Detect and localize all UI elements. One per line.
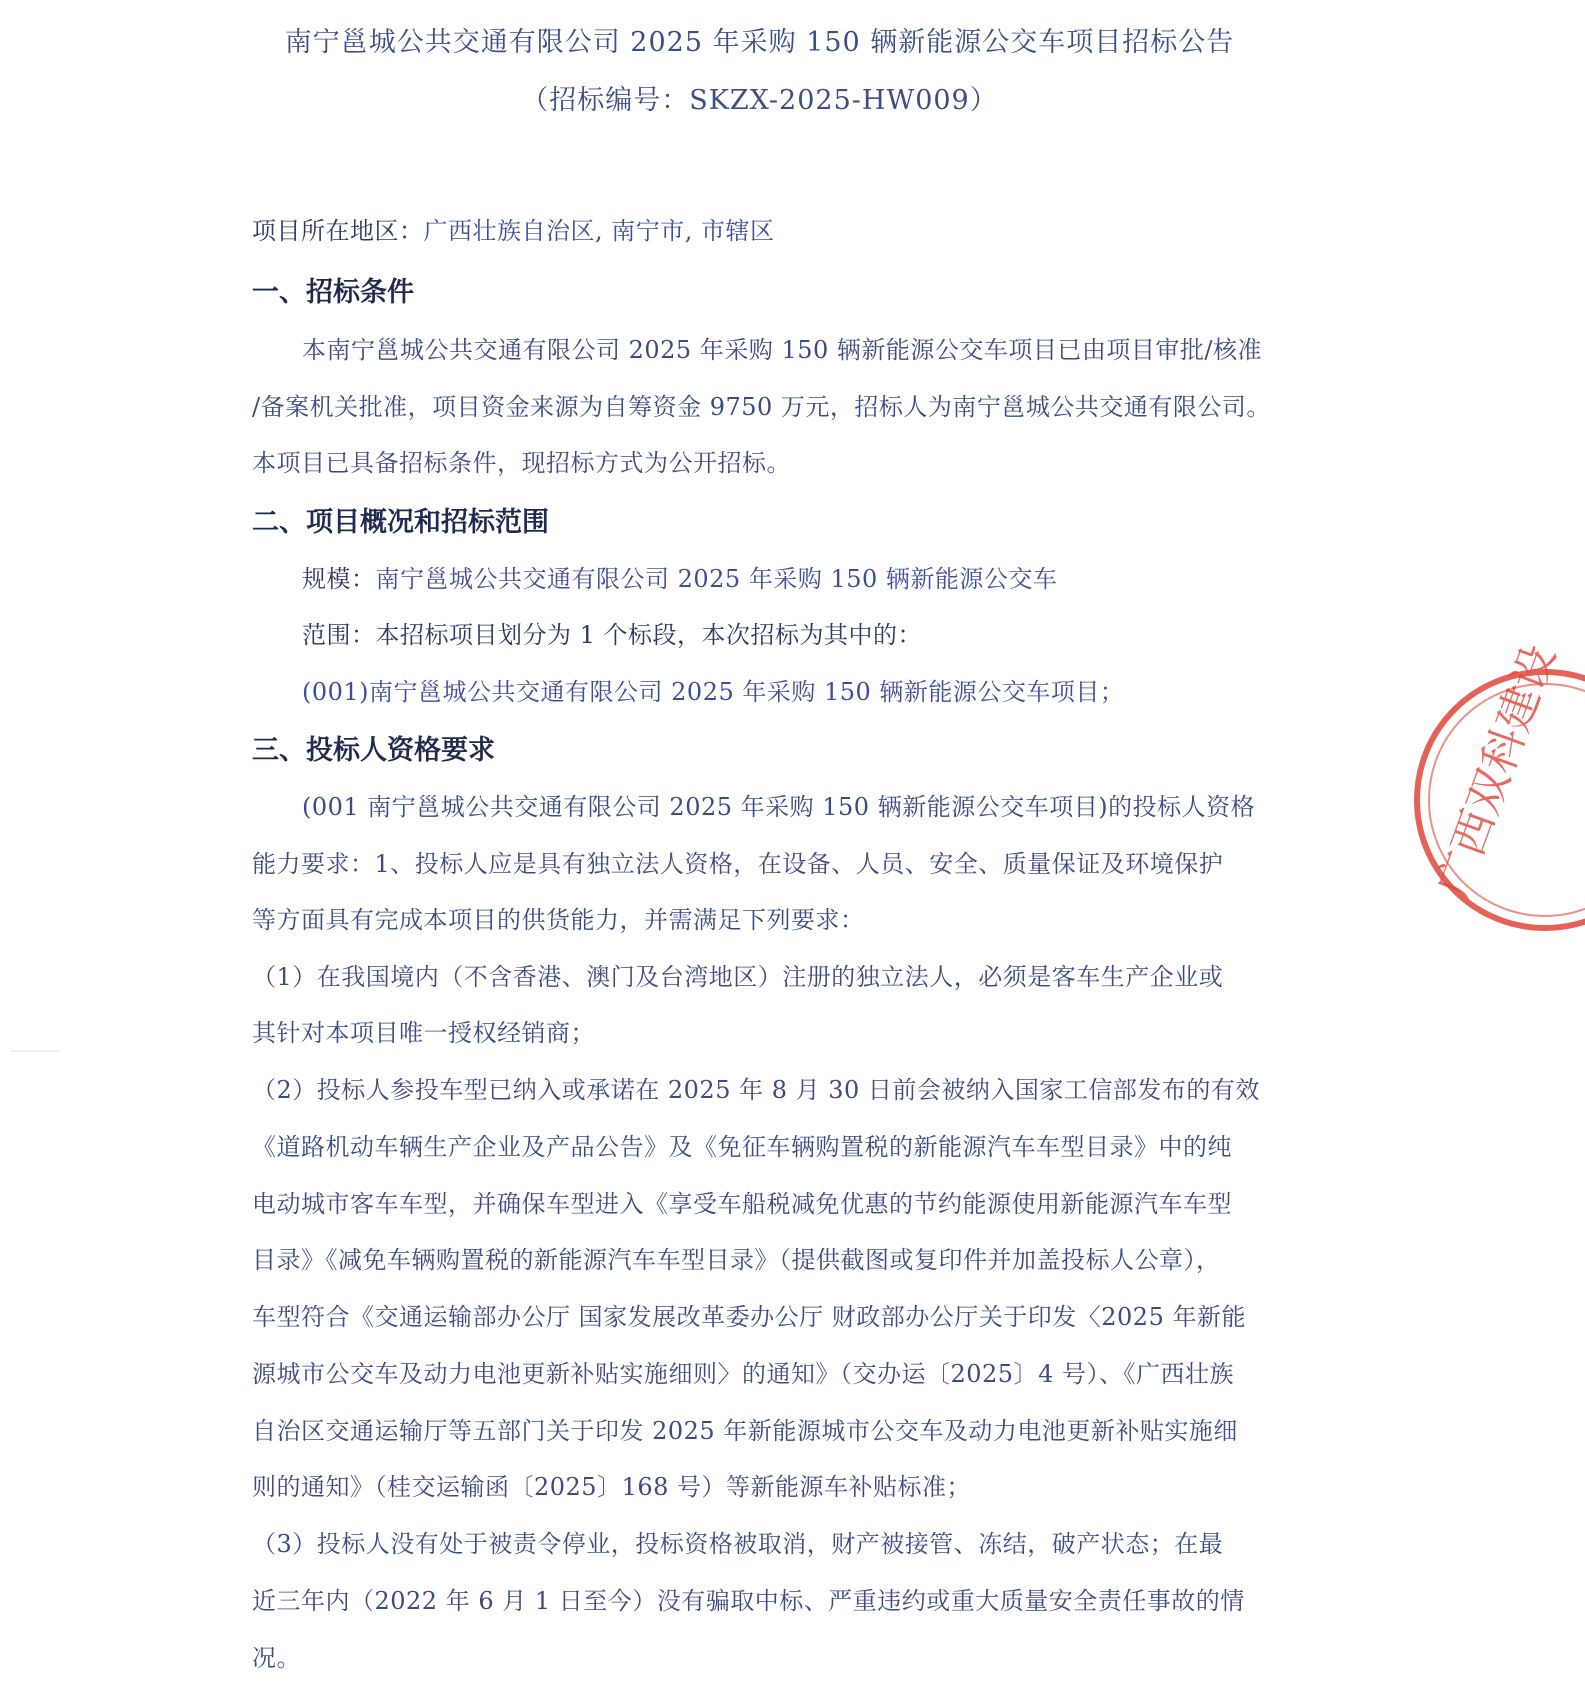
section-1-line: 本南宁邕城公共交通有限公司 2025 年采购 150 辆新能源公交车项目已由项目审批/核准 [302, 336, 1262, 364]
range-line: 范围：本招标项目划分为 1 个标段，本次招标为其中的： [302, 621, 923, 649]
scale-line [302, 562, 1312, 596]
section-3-line: 况。 [252, 1644, 301, 1672]
section-3-line: （1）在我国境内（不含香港、澳门及台湾地区）注册的独立法人，必须是客车生产企业或 [252, 963, 1224, 991]
section-3-line: 目录》《减免车辆购置税的新能源汽车车型目录》（提供截图或复印件并加盖投标人公章）， [252, 1246, 1221, 1274]
section-1-line: /备案机关批准，项目资金来源为自筹资金 9750 万元，招标人为南宁邕城公共交通有限公司。 [252, 393, 1271, 421]
section-3-heading: 三、投标人资格要求 [252, 735, 495, 766]
seal-lettering: 广西双科建设 [1427, 638, 1566, 904]
section-3-line: (001 南宁邕城公共交通有限公司 2025 年采购 150 辆新能源公交车项目)的投标人资格 [302, 793, 1256, 821]
document-title: 南宁邕城公共交通有限公司 2025 年采购 150 辆新能源公交车项目招标公告 [284, 27, 1235, 58]
region-value: 广西壮族自治区, 南宁市, 市辖区 [423, 217, 775, 245]
section-3-line: 自治区交通运输厅等五部门关于印发 2025 年新能源城市公交车及动力电池更新补贴实施细 [252, 1417, 1238, 1445]
scale-label: 规模： [302, 565, 376, 593]
section-3-line: 源城市公交车及动力电池更新补贴实施细则〉的通知》（交办运〔2025〕4 号）、《广西壮族 [252, 1360, 1234, 1388]
lot-line: (001)南宁邕城公共交通有限公司 2025 年采购 150 辆新能源公交车项目； [302, 678, 1125, 706]
section-2-heading: 二、项目概况和招标范围 [252, 507, 549, 538]
section-3-line: 能力要求：1、投标人应是具有独立法人资格，在设备、人员、安全、质量保证及环境保护 [252, 850, 1224, 878]
scan-artifact [10, 1050, 60, 1052]
section-3-line: 其针对本项目唯一授权经销商； [252, 1019, 595, 1047]
section-3-line: 车型符合《交通运输部办公厅 国家发展改革委办公厅 财政部办公厅关于印发〈2025 年新能 [252, 1303, 1246, 1331]
section-1-heading: 一、招标条件 [252, 277, 414, 308]
region-label: 项目所在地区： [252, 217, 424, 245]
region-line [252, 214, 1262, 248]
section-3-line: （2）投标人参投车型已纳入或承诺在 2025 年 8 月 30 日前会被纳入国家工信部发布的有效 [252, 1076, 1260, 1104]
section-3-line: （3）投标人没有处于被责令停业，投标资格被取消，财产被接管、冻结，破产状态；在最 [252, 1530, 1224, 1558]
section-3-line: 《道路机动车辆生产企业及产品公告》及《免征车辆购置税的新能源汽车车型目录》中的纯 [252, 1133, 1232, 1161]
section-3-line: 等方面具有完成本项目的供货能力，并需满足下列要求： [252, 906, 865, 934]
section-3-line: 近三年内（2022 年 6 月 1 日至今）没有骗取中标、严重违约或重大质量安全责任事故的情 [252, 1587, 1245, 1615]
bid-number: （招标编号：SKZX-2025-HW009） [521, 85, 998, 116]
section-3-line: 则的通知》（桂交运输函〔2025〕168 号）等新能源车补贴标准； [252, 1473, 972, 1501]
section-1-line: 本项目已具备招标条件，现招标方式为公开招标。 [252, 449, 791, 477]
seal-circle-icon [1405, 638, 1566, 940]
section-3-line: 电动城市客车车型，并确保车型进入《享受车船税减免优惠的节约能源使用新能源汽车车型 [252, 1190, 1232, 1218]
scale-value: 南宁邕城公共交通有限公司 2025 年采购 150 辆新能源公交车 [375, 565, 1058, 593]
company-seal [1405, 638, 1585, 940]
